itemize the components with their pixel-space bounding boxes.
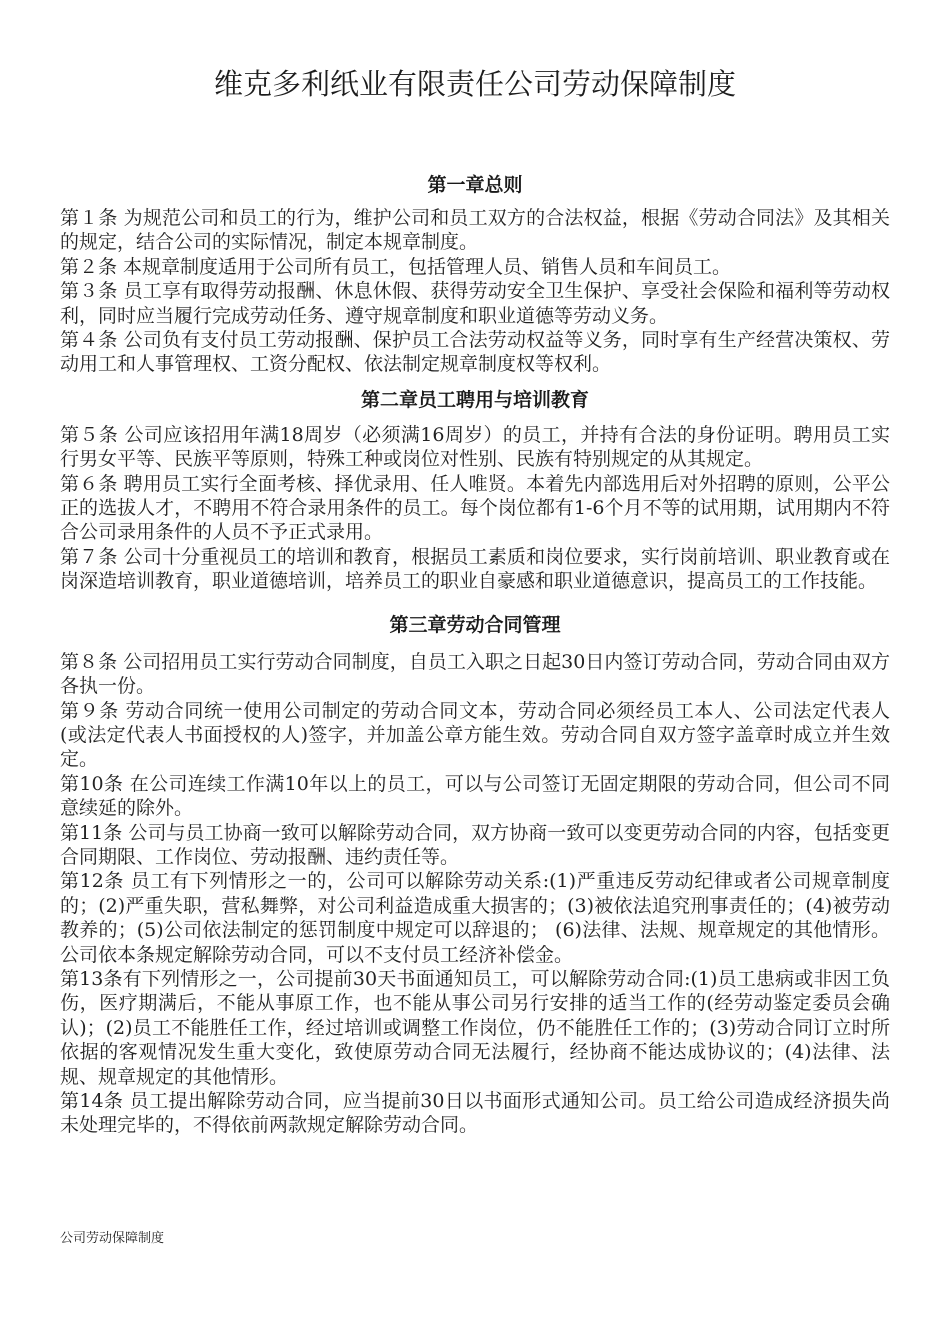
article-5: 第５条 公司应该招用年满18周岁（必须满16周岁）的员工，并持有合法的身份证明。聘用员工实行男女平等、民族平等原则，特殊工种或岗位对性别、民族有特别规定的从其规定。 (60, 423, 890, 471)
article-2: 第２条 本规章制度适用于公司所有员工，包括管理人员、销售人员和车间员工。 (60, 255, 732, 278)
article-1: 第１条 为规范公司和员工的行为，维护公司和员工双方的合法权益，根据《劳动合同法》及其相关的规定，结合公司的实际情况，制定本规章制度。 (60, 207, 890, 254)
article-11: 第11条 公司与员工协商一致可以解除劳动合同，双方协商一致可以变更劳动合同的内容，包括变更合同期限、工作岗位、劳动报酬、违约责任等。 (60, 821, 890, 868)
article-14: 第14条 员工提出解除劳动合同，应当提前30日以书面形式通知公司。员工给公司造成经济损失尚未处理完毕的，不得依前两款规定解除劳动合同。 (60, 1090, 890, 1137)
document-title: 维克多利纸业有限责任公司劳动保障制度 (213, 67, 736, 101)
chapter-3 (60, 608, 890, 1138)
article-3: 第３条 员工享有取得劳动报酬、休息休假、获得劳动安全卫生保护、享受社会保险和福利等劳动权利，同时应当履行完成劳动任务、遵守规章制度和职业道德等劳动义务。 (60, 280, 890, 327)
document-body (60, 168, 890, 1138)
article-4: 第４条 公司负有支付员工劳动报酬、保护员工合法劳动权益等义务，同时享有生产经营决策权、劳动用工和人事管理权、工资分配权、依法制定规章制度权等权利。 (60, 329, 890, 376)
page-footer: 公司劳动保障制度 (60, 1231, 165, 1246)
chapter-title: 第二章员工聘用与培训教育 (360, 388, 589, 411)
article-9: 第９条 劳动合同统一使用公司制定的劳动合同文本，劳动合同必须经员工本人、公司法定代表人(或法定代表人书面授权的人)签字，并加盖公章方能生效。劳动合同自双方签字盖章时成立并生效定。 (60, 699, 890, 771)
article-12: 第12条 员工有下列情形之一的，公司可以解除劳动关系:(1)严重违反劳动纪律或者公司规章制度的；(2)严重失职，营私舞弊，对公司利益造成重大损害的；(3)被依法追究刑事责任的；(4)被劳动教养的；(5)公司依法制定的惩罚制度中规定可以辞退的； (6)法律、法规、规章规定的其他情形。公司依本条规定解除劳动合同，可以不支付员工经济补偿金。 (60, 870, 890, 966)
article-13: 第13条有下列情形之一，公司提前30天书面通知员工，可以解除劳动合同:(1)员工患病或非因工负伤，医疗期满后，不能从事原工作，也不能从事公司另行安排的适当工作的(经劳动鉴定委员会确认)；(2)员工不能胜任工作，经过培训或调整工作岗位，仍不能胜任工作的；(3)劳动合同订立时所依据的客观情况发生重大变化，致使原劳动合同无法履行，经协商不能达成协议的；(4)法律、法规、规章规定的其他情形。 (60, 967, 890, 1088)
article-6: 第６条 聘用员工实行全面考核、择优录用、任人唯贤。本着先内部选用后对外招聘的原则，公平公正的选拔人才，不聘用不符合录用条件的员工。每个岗位都有1-6个月不等的试用期，试用期内不符合公司录用条件的人员不予正式录用。 (60, 472, 890, 544)
article-8: 第８条 公司招用员工实行劳动合同制度，自员工入职之日起30日内签订劳动合同，劳动合同由双方各执一份。 (60, 650, 890, 698)
article-10: 第10条 在公司连续工作满10年以上的员工，可以与公司签订无固定期限的劳动合同，但公司不同意续延的除外。 (60, 772, 890, 820)
article-7: 第７条 公司十分重视员工的培训和教育，根据员工素质和岗位要求，实行岗前培训、职业教育或在岗深造培训教育，职业道德培训，培养员工的职业自豪感和职业道德意识，提高员工的工作技能。 (60, 545, 890, 593)
chapter-1 (60, 168, 890, 377)
chapter-title: 第三章劳动合同管理 (389, 613, 561, 636)
chapter-title: 第一章总则 (427, 174, 523, 196)
chapter-2 (60, 383, 890, 594)
